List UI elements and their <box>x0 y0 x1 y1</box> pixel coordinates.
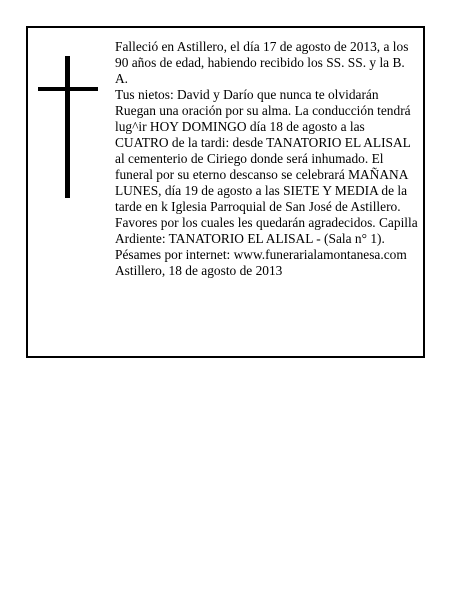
cross-vertical-bar <box>65 56 70 198</box>
condolences-website: Pésames por internet: www.funerarialamontanesa.com <box>115 247 407 262</box>
cross-icon <box>38 56 98 198</box>
death-announcement: Falleció en Astillero, el día 17 de agosto de 2013, a los 90 años de edad, habiendo recibido los SS. SS. y la B. A. <box>115 39 409 86</box>
cross-horizontal-bar <box>38 87 98 91</box>
notice-text <box>115 39 420 279</box>
family-line: Tus nietos: David y Darío que nunca te olvidarán <box>115 87 379 102</box>
obituary-notice <box>26 26 425 358</box>
funeral-details: Ruegan una oración por su alma. La conducción tendrá lug^ir HOY DOMINGO día 18 de agosto a las CUATRO de la tardi: desde TANATORIO EL ALISAL al cementerio de Ciriego donde será inhumado. El funeral por su eterno descanso se celebrará MAÑANA LUNES, día 19 de agosto a las SIETE Y MEDIA de la tarde en k Iglesia Parroquial de San José de Astillero. Favores por los cuales les quedarán agradecidos. Capilla Ardiente: TANATORIO EL ALISAL - (Sala n° 1). <box>115 103 418 246</box>
place-date: Astillero, 18 de agosto de 2013 <box>115 263 283 278</box>
